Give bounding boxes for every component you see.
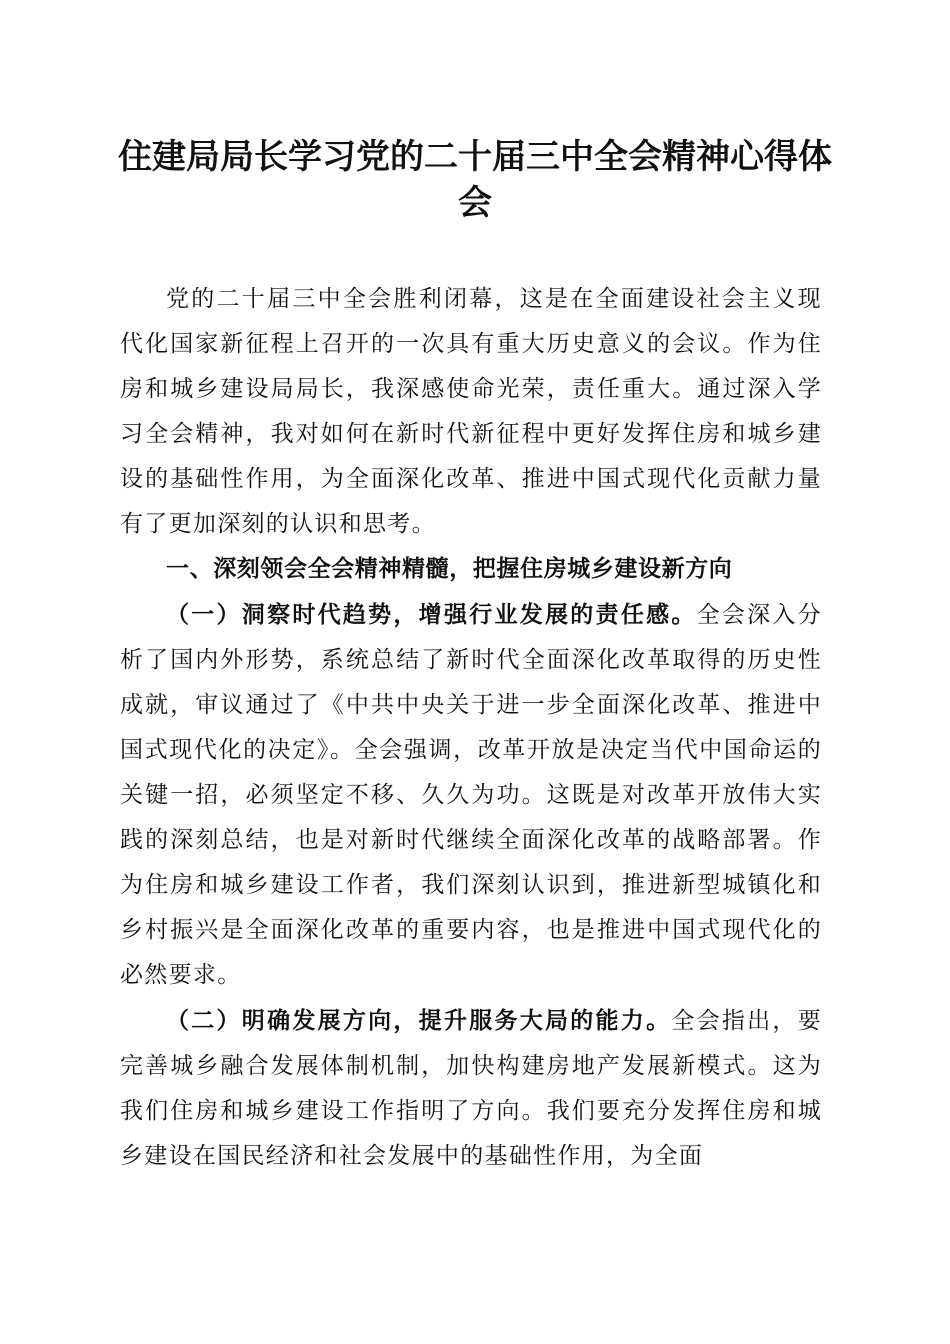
subsection-1-paragraph (120, 592, 822, 998)
section-1-heading: 一、深刻领会全会精神精髓，把握住房城乡建设新方向 (166, 556, 733, 582)
subsection-1-text: 全会深入分析了国内外形势，系统总结了新时代全面深化改革取得的历史性成就，审议通过了《中共中央关于进一步全面深化改革、推进中国式现代化的决定》。全会强调，改革开放是决定当代中国命运的关键一招，必须坚定不移、久久为功。这既是对改革开放伟大实践的深刻总结，也是对新时代继续全面深化改革的战略部署。作为住房和城乡建设工作者，我们深刻认识到，推进新型城镇化和乡村振兴是全面深化改革的重要内容，也是推进中国式现代化的必然要求。 (120, 602, 822, 988)
subsection-2-paragraph (120, 998, 822, 1179)
subsection-2-lead: （二）明确发展方向，提升服务大局的能力。 (166, 1007, 672, 1034)
subsection-1-lead: （一）洞察时代趋势，增强行业发展的责任感。 (166, 601, 697, 628)
intro-paragraph: 党的二十届三中全会胜利闭幕，这是在全面建设社会主义现代化国家新征程上召开的一次具有重大历史意义的会议。作为住房和城乡建设局局长，我深感使命光荣，责任重大。通过深入学习全会精神，我对如何在新时代新征程中更好发挥住房和城乡建设的基础性作用，为全面深化改革、推进中国式现代化贡献力量有了更加深刻的认识和思考。 (120, 286, 822, 537)
document-body (120, 277, 822, 1179)
document-title: 住建局局长学习党的二十届三中全会精神心得体会 (118, 137, 832, 223)
subsection-2-text: 全会指出，要完善城乡融合发展体制机制，加快构建房地产发展新模式。这为我们住房和城乡建设工作指明了方向。我们要充分发挥住房和城乡建设在国民经济和社会发展中的基础性作用，为全面 (120, 1008, 822, 1169)
